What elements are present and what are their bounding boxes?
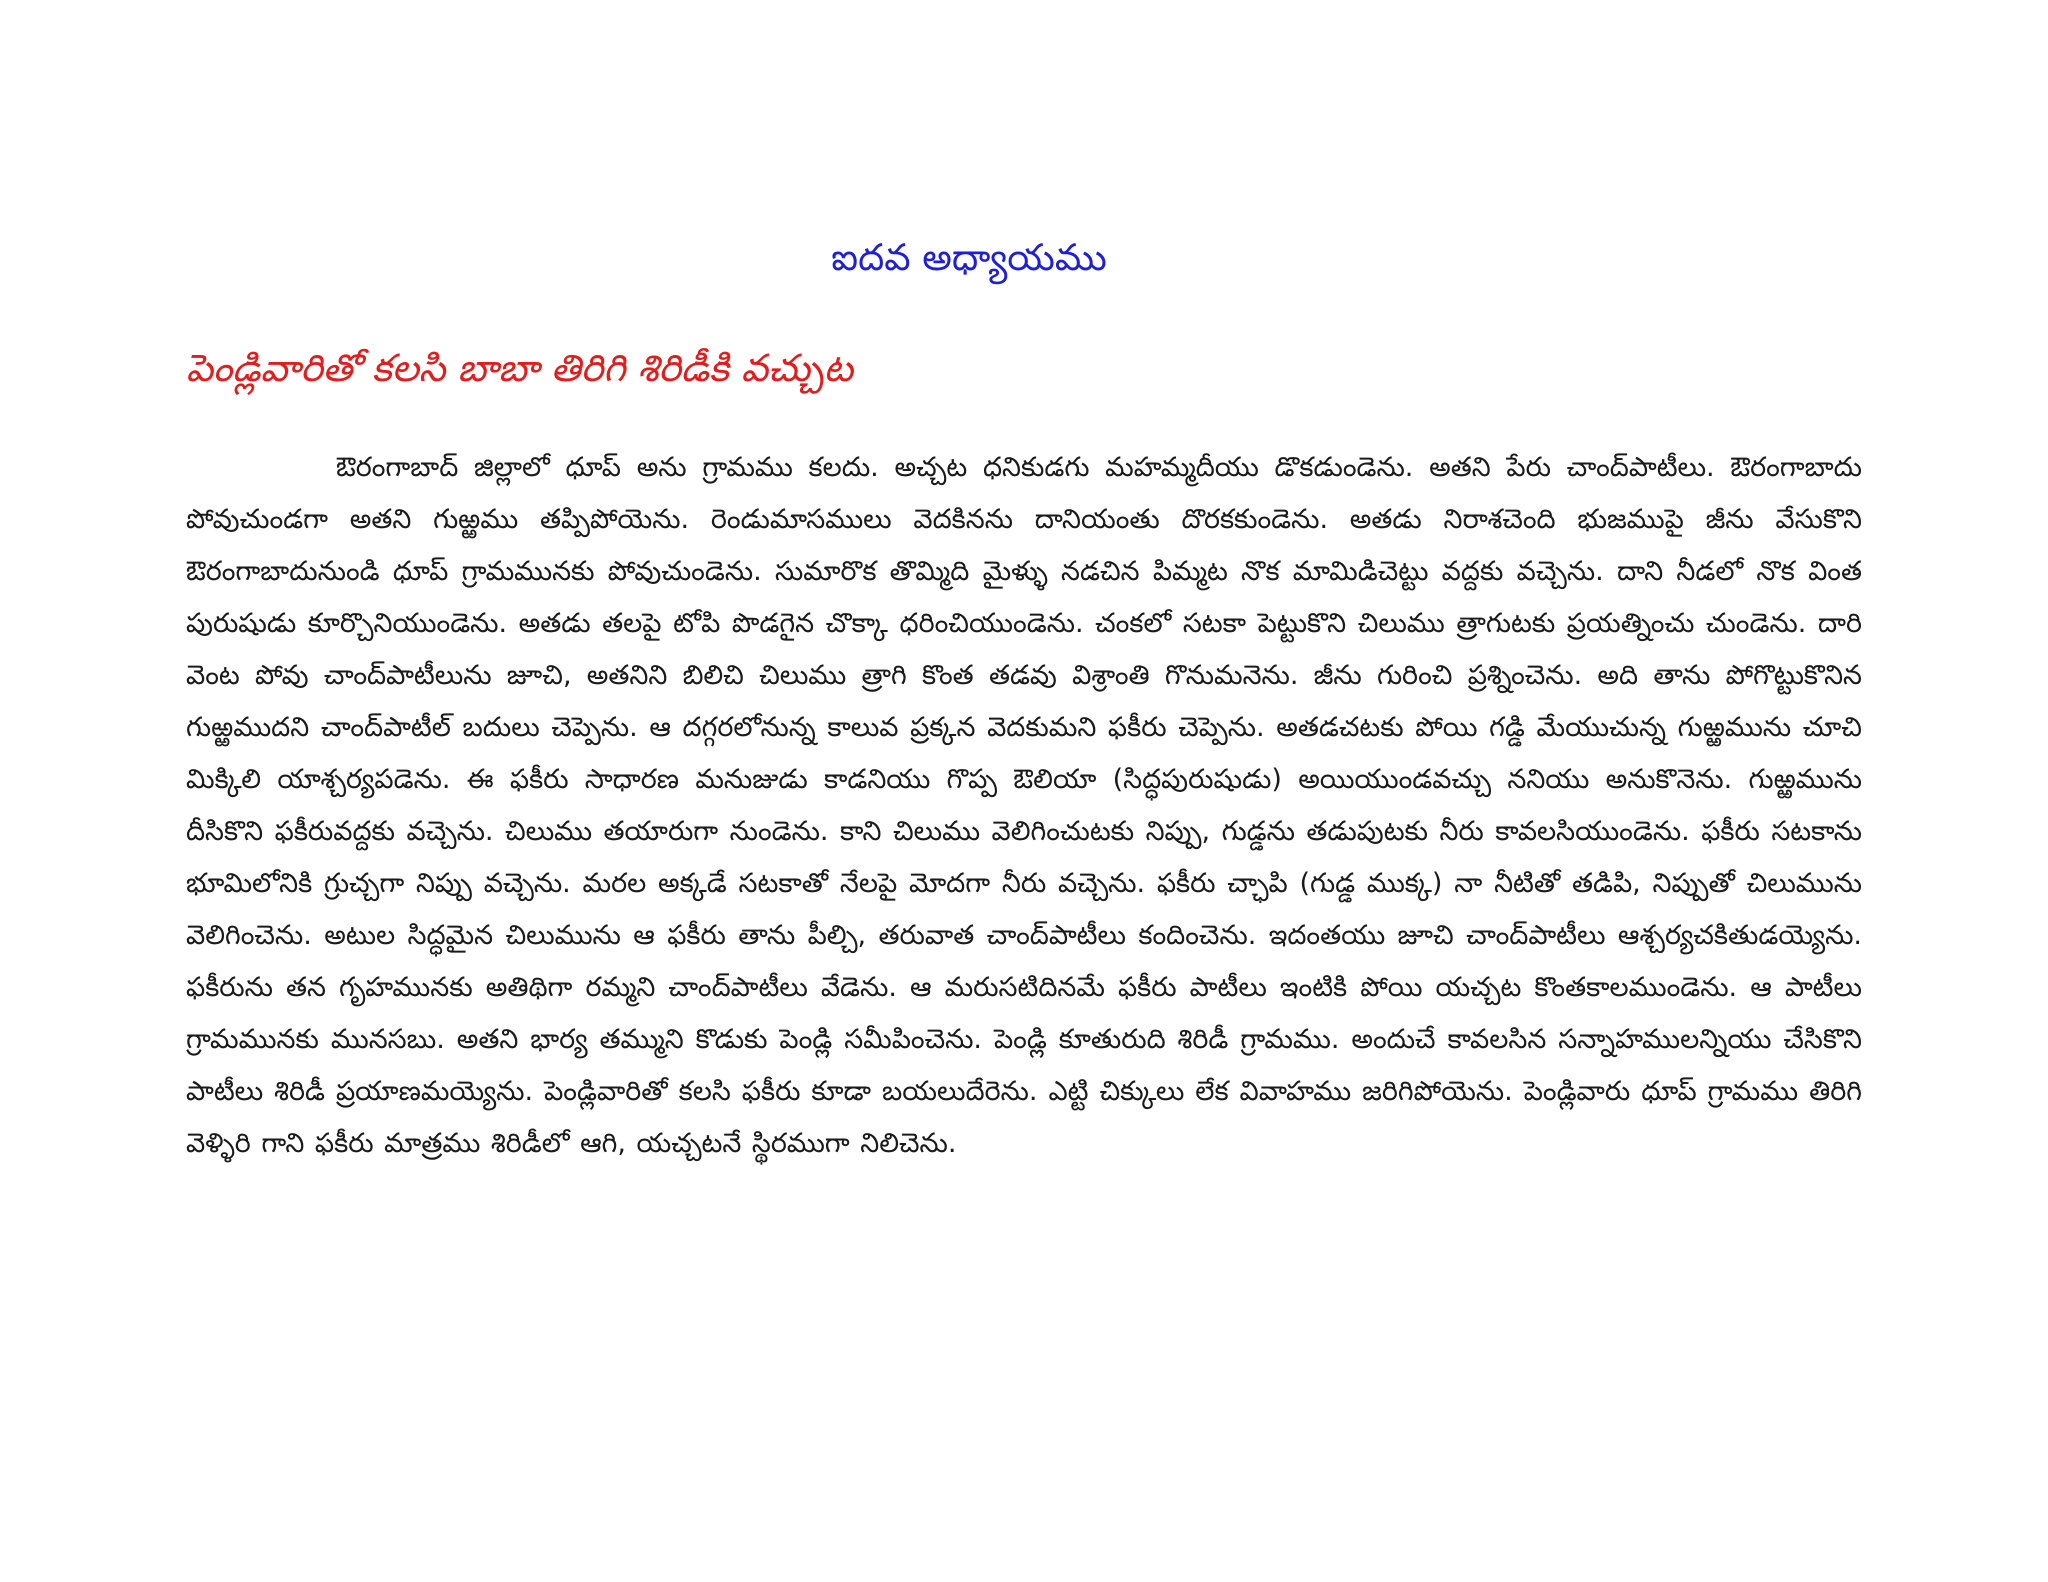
body-paragraph: ఔరంగాబాద్ జిల్లాలో ధూప్ అను గ్రామము కలదు. అచ్చట ధనికుడగు మహమ్మదీయు డొకడుండెను. అతని పేరు చాంద్‌పాటీలు. ఔరంగాబాదు పోవుచుండగా అతని గుఱ్ఱము తప్పిపోయెను. రెండుమాసములు వెదకినను దానియంతు దొరకకుండెను. అతడు నిరాశచెంది భుజముపై జీను వేసుకొని ఔరంగాబాదునుండి ధూప్ గ్రామమునకు పోవుచుండెను. సుమారొక తొమ్మిది మైళ్ళు నడచిన పిమ్మట నొక మామిడిచెట్టు వద్దకు వచ్చెను. దాని నీడలో నొక వింత పురుషుడు కూర్చొనియుండెను. అతడు తలపై టోపి పొడగైన చొక్కా ధరించియుండెను. చంకలో సటకా పెట్టుకొని చిలుము త్రాగుటకు ప్రయత్నించు చుండెను. దారి వెంట పోవు చాంద్‌పాటీలును జూచి, అతనిని బిలిచి చిలుము త్రాగి కొంత తడవు విశ్రాంతి గొనుమనెను. జీను గురించి ప్రశ్నించెను. అది తాను పోగొట్టుకొనిన గుఱ్ఱముదని చాంద్‌పాటీల్ బదులు చెప్పెను. ఆ దగ్గరలోనున్న కాలువ ప్రక్కన వెదకుమని ఫకీరు చెప్పెను. అతడచటకు పోయి గడ్డి మేయుచున్న గుఱ్ఱమును చూచి మిక్కిలి యాశ్చర్యపడెను. ఈ ఫకీరు సాధారణ మనుజుడు కాడనియు గొప్ప ఔలియా (సిద్ధపురుషుడు) అయియుండవచ్చు ననియు అనుకొనెను. గుఱ్ఱమును దీసికొని ఫకీరువద్దకు వచ్చెను. చిలుము తయారుగా నుండెను. కాని చిలుము వెలిగించుటకు నిప్పు, గుడ్డను తడుపుటకు నీరు కావలసియుండెను. ఫకీరు సటకాను భూమిలోనికి గ్రుచ్చగా నిప్పు వచ్చెను. మరల అక్కడే సటకాతో నేలపై మోదగా నీరు వచ్చెను. ఫకీరు చ్ఛాపి (గుడ్డ ముక్క) నా నీటితో తడిపి, నిప్పుతో చిలుమును వెలిగించెను. అటుల సిద్ధమైన చిలుమును ఆ ఫకీరు తాను పీల్చి, తరువాత చాంద్‌పాటీలు కందించెను. ఇదంతయు జూచి చాంద్‌పాటీలు ఆశ్చర్యచకితుడయ్యెను. ఫకీరును తన గృహమునకు అతిథిగా రమ్మని చాంద్‌పాటీలు వేడెను. ఆ మరుసటిదినమే ఫకీరు పాటీలు ఇంటికి పోయి యచ్చట కొంతకాలముండెను. ఆ పాటీలు గ్రామమునకు మునసబు. అతని భార్య తమ్ముని కొడుకు పెండ్లి సమీపించెను. పెండ్లి కూతురుది శిరిడీ గ్రామము. అందుచే కావలసిన సన్నాహములన్నియు చేసికొని పాటీలు శిరిడీ ప్రయాణమయ్యెను. పెండ్లివారితో కలసి ఫకీరు కూడా బయలుదేరెను. ఎట్టి చిక్కులు లేక వివాహము జరిగిపోయెను. పెండ్లివారు ధూప్ గ్రామము తిరిగి వెళ్ళిరి గాని ఫకీరు మాత్రము శిరిడీలో ఆగి, యచ్చటనే స్థిరముగా నిలిచెను.: [186, 452, 1862, 1159]
chapter-title: ఐదవ అధ్యాయము: [831, 236, 1107, 279]
section-heading: పెండ్లివారితో కలసి బాబా తిరిగి శిరిడీకి వచ్చుట: [186, 346, 854, 390]
